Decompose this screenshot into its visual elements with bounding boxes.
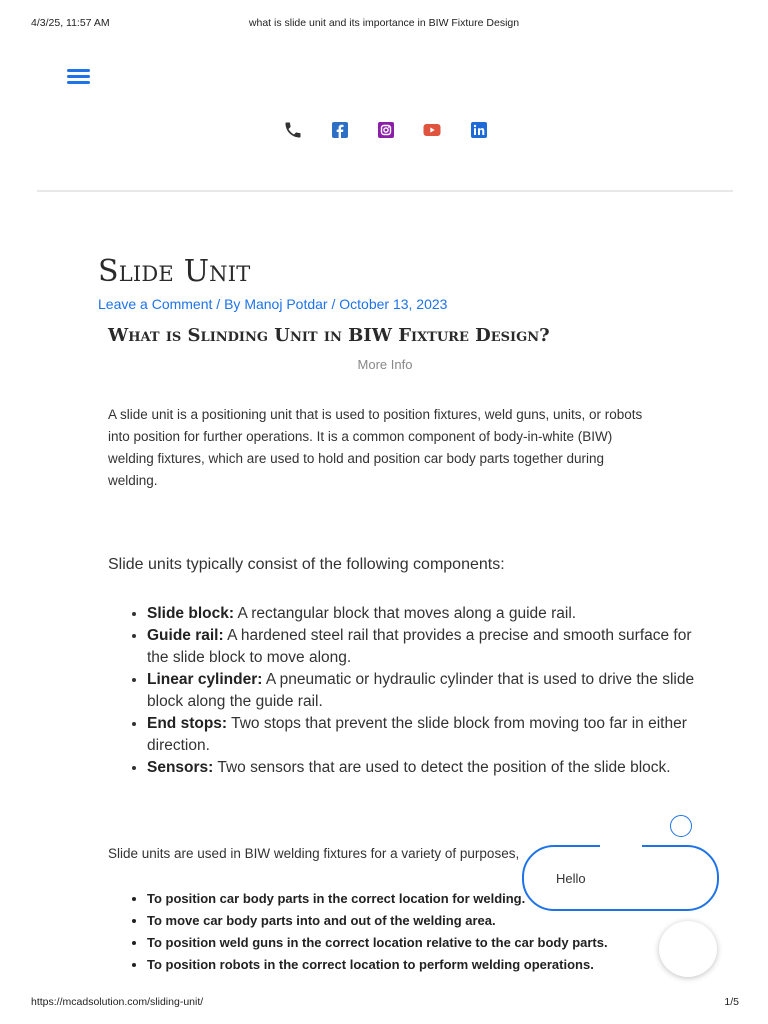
component-desc: A rectangular block that moves along a guide rail.	[234, 605, 577, 622]
list-item	[147, 625, 707, 669]
print-page-title: what is slide unit and its importance in BIW Fixture Design	[248, 17, 520, 29]
intro-paragraph: A slide unit is a positioning unit that is used to position fixtures, weld guns, units, or robots into position for further operations. It is a common component of body-in-white (BIW) welding fixtures, which are used to hold and position car body parts together during welding.	[108, 407, 643, 488]
list-item: • To position robots in the correct location to perform welding operations.	[147, 954, 707, 976]
menu-bar	[67, 75, 90, 78]
chat-greeting-text: Hello	[556, 871, 586, 886]
leave-comment-link[interactable]: Leave a Comment	[98, 296, 213, 312]
component-desc: Two sensors that are used to detect the position of the slide block.	[213, 759, 671, 776]
list-item: • To move car body parts into and out of the welding area.	[147, 910, 707, 932]
more-info-link[interactable]: More Info	[357, 357, 413, 372]
component-term: End stops:	[147, 715, 228, 732]
author-link[interactable]: Manoj Potdar	[244, 296, 328, 312]
menu-bar	[67, 69, 90, 72]
bubble-gap	[600, 844, 642, 849]
list-item	[147, 603, 707, 625]
header-divider	[37, 190, 733, 192]
print-header	[31, 17, 737, 31]
list-item	[147, 669, 707, 713]
section-heading: What is Slinding Unit in BIW Fixture Design?	[108, 325, 550, 346]
post-meta	[98, 296, 447, 312]
component-desc: Two stops that prevent the slide block from moving too far in either direction.	[147, 715, 687, 754]
print-url: https://mcadsolution.com/sliding-unit/	[31, 996, 204, 1008]
component-desc: A pneumatic or hydraulic cylinder that is used to drive the slide block along the guide rail.	[147, 671, 695, 710]
print-page-number: 1/5	[724, 996, 739, 1008]
component-term: Linear cylinder:	[147, 671, 263, 688]
list-item	[147, 713, 707, 757]
meta-by-separator: / By	[212, 296, 245, 312]
component-term: Guide rail:	[147, 627, 224, 644]
component-desc: A hardened steel rail that provides a precise and smooth surface for the slide block to move along.	[147, 627, 692, 666]
chat-close-icon[interactable]	[670, 815, 692, 837]
components-list	[108, 603, 707, 779]
phone-icon[interactable]	[283, 120, 303, 140]
print-datetime: 4/3/25, 11:57 AM	[31, 17, 110, 29]
list-item	[147, 757, 707, 779]
components-lead: Slide units typically consist of the following components:	[108, 556, 505, 573]
linkedin-icon[interactable]	[469, 120, 489, 140]
facebook-icon[interactable]	[330, 120, 350, 140]
post-date: October 13, 2023	[339, 296, 448, 312]
purposes-lead: Slide units are used in BIW welding fixtures for a variety of purposes,	[108, 846, 520, 861]
list-item: • To position weld guns in the correct location relative to the car body parts.	[147, 932, 707, 954]
meta-separator: /	[327, 296, 340, 312]
component-term: Slide block:	[147, 605, 234, 622]
print-footer	[31, 996, 739, 1010]
chat-launcher-button[interactable]	[659, 921, 717, 977]
hamburger-menu-icon[interactable]	[67, 67, 91, 87]
page-title: Slide Unit	[98, 254, 251, 289]
chat-greeting-bubble[interactable]	[522, 845, 719, 911]
list-item: • To position car body parts in the correct location for welding.	[147, 888, 707, 910]
component-term: Sensors:	[147, 759, 214, 776]
youtube-icon[interactable]	[422, 120, 442, 140]
instagram-icon[interactable]	[376, 120, 396, 140]
menu-bar	[67, 81, 90, 84]
